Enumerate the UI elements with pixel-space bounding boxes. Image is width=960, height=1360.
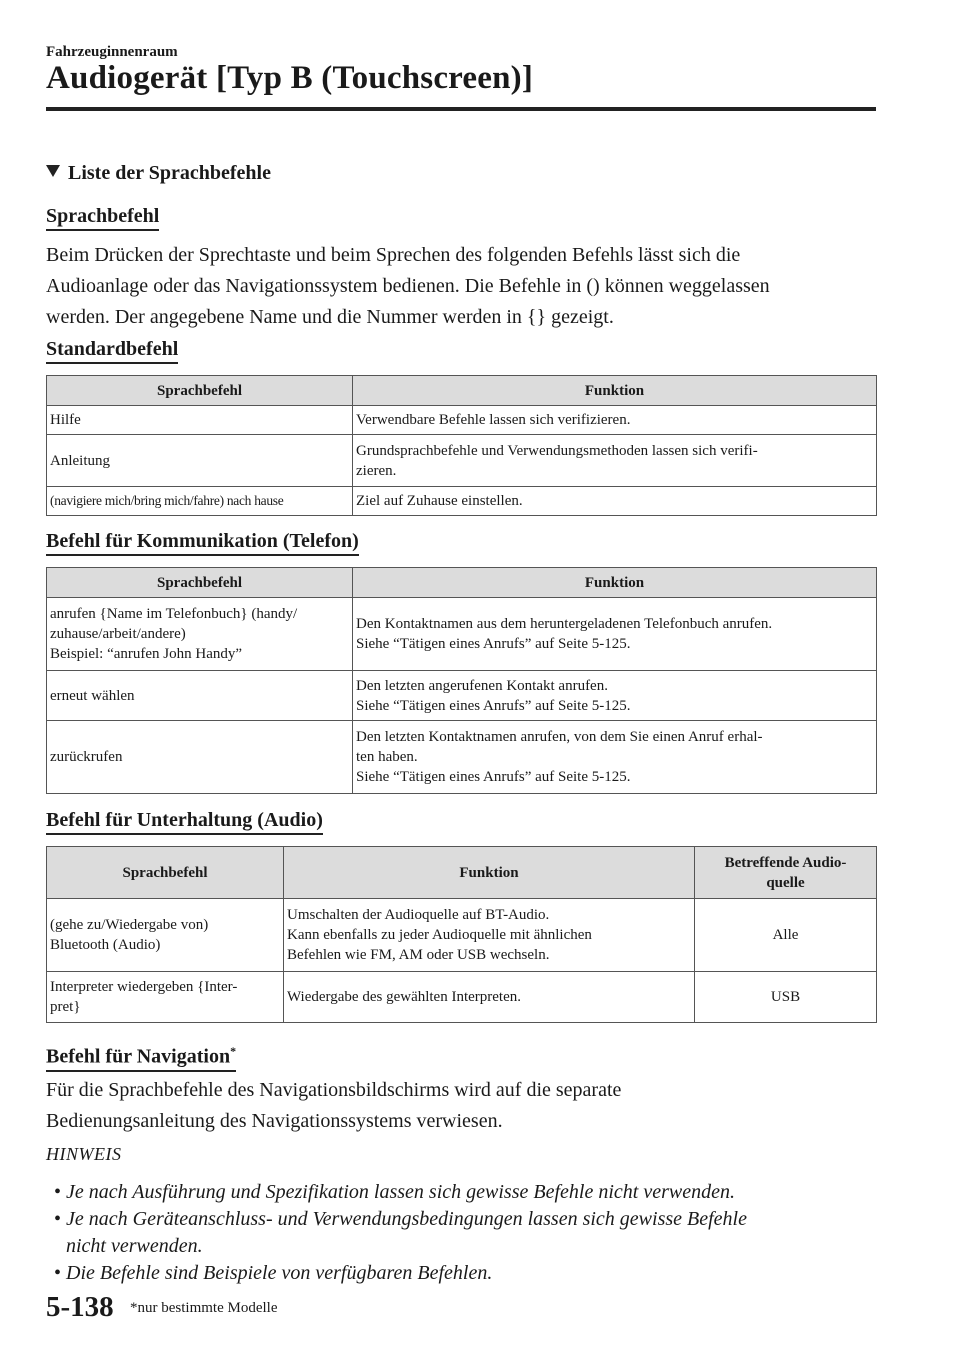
function-cell: Wiedergabe des gewählten Interpreten.: [284, 972, 695, 1023]
standard-heading: Standardbefehl: [46, 338, 178, 364]
list-item: • Die Befehle sind Beispiele von verfügbaren Befehlen.: [46, 1260, 876, 1287]
table-row: [47, 671, 877, 721]
command-cell: (gehe zu/Wiedergabe von) Bluetooth (Audio): [47, 899, 284, 972]
function-cell: Den letzten Kontaktnamen anrufen, von dem Sie einen Anruf erhal- ten haben. Siehe “Tätigen eines Anrufs” auf Seite 5-125.: [353, 721, 877, 794]
title-divider: [46, 107, 876, 111]
table-row: [47, 435, 877, 487]
table-row: [47, 406, 877, 435]
phone-heading: Befehl für Kommunikation (Telefon): [46, 530, 359, 556]
manual-page: [46, 0, 876, 1360]
intro-paragraph: [46, 240, 876, 333]
function-cell: Den letzten angerufenen Kontakt anrufen. Siehe “Tätigen eines Anrufs” auf Seite 5-125.: [353, 671, 877, 721]
topic-heading-text: Liste der Sprachbefehle: [68, 162, 271, 184]
function-cell: Grundsprachbefehle und Verwendungsmethoden lassen sich verifi- zieren.: [353, 435, 877, 487]
navigation-line: Bedienungsanleitung des Navigationssystems verwiesen.: [46, 1110, 503, 1132]
table-header-row: [47, 847, 877, 899]
command-cell: erneut wählen: [47, 671, 353, 721]
phone-command-table: [46, 567, 877, 794]
hinweis-list: [46, 1179, 876, 1287]
standard-command-table: [46, 375, 877, 516]
table-row: [47, 972, 877, 1023]
hinweis-label: HINWEIS: [46, 1144, 122, 1164]
navigation-heading-text: Befehl für Navigation: [46, 1045, 231, 1068]
column-header: Sprachbefehl: [47, 568, 353, 598]
audio-command-table: [46, 846, 877, 1023]
table-header-row: [47, 568, 877, 598]
section-label: Fahrzeuginnenraum: [46, 44, 178, 60]
table-row: [47, 487, 877, 516]
page-title: Audiogerät [Typ B (Touchscreen)]: [46, 60, 534, 96]
function-cell: Den Kontaktnamen aus dem heruntergeladenen Telefonbuch anrufen. Siehe “Tätigen eines Anrufs” auf Seite 5-125.: [353, 598, 877, 671]
source-cell: Alle: [695, 899, 877, 972]
source-cell: USB: [695, 972, 877, 1023]
table-row: [47, 598, 877, 671]
function-cell: Umschalten der Audioquelle auf BT-Audio. Kann ebenfalls zu jeder Audioquelle mit ähnlichen Befehlen wie FM, AM oder USB wechseln.: [284, 899, 695, 972]
list-item: • Je nach Ausführung und Spezifikation lassen sich gewisse Befehle nicht verwenden.: [46, 1179, 876, 1206]
column-header: Funktion: [284, 847, 695, 899]
footnote: *nur bestimmte Modelle: [130, 1300, 278, 1316]
column-header: Sprachbefehl: [47, 376, 353, 406]
audio-heading: Befehl für Unterhaltung (Audio): [46, 809, 323, 835]
navigation-paragraph: [46, 1075, 876, 1137]
column-header: Betreffende Audio- quelle: [695, 847, 877, 899]
command-cell: Hilfe: [47, 406, 353, 435]
bullet-icon: •: [54, 1208, 62, 1230]
list-item: • Je nach Geräteanschluss- und Verwendungsbedingungen lassen sich gewisse Befehle nicht verwenden.: [54, 1208, 747, 1257]
command-cell: (navigiere mich/bring mich/fahre) nach hause: [47, 487, 353, 516]
intro-line: Audioanlage oder das Navigationssystem bedienen. Die Befehle in () können weggelassen: [46, 275, 770, 297]
footnote-asterisk: *: [230, 1044, 237, 1058]
bullet-icon: •: [54, 1181, 62, 1203]
table-row: [47, 899, 877, 972]
intro-heading: Sprachbefehl: [46, 205, 159, 231]
column-header: Funktion: [353, 568, 877, 598]
function-cell: Ziel auf Zuhause einstellen.: [353, 487, 877, 516]
function-cell: Verwendbare Befehle lassen sich verifizieren.: [353, 406, 877, 435]
column-header: Sprachbefehl: [47, 847, 284, 899]
intro-line: Beim Drücken der Sprechtaste und beim Sprechen des folgenden Befehls lässt sich die: [46, 244, 741, 266]
navigation-line: Für die Sprachbefehle des Navigationsbildschirms wird auf die separate: [46, 1079, 622, 1101]
table-header-row: [47, 376, 877, 406]
command-cell: zurückrufen: [47, 721, 353, 794]
command-cell: Anleitung: [47, 435, 353, 487]
bullet-icon: •: [54, 1262, 62, 1284]
page-number: 5-138: [46, 1291, 114, 1323]
triangle-down-icon: [46, 165, 60, 177]
column-header: Funktion: [353, 376, 877, 406]
table-row: [47, 721, 877, 794]
command-cell: Interpreter wiedergeben {Inter- pret}: [47, 972, 284, 1023]
command-cell: anrufen {Name im Telefonbuch} (handy/ zuhause/arbeit/andere) Beispiel: “anrufen John Handy”: [47, 598, 353, 671]
topic-heading: [46, 162, 271, 185]
navigation-heading: [46, 1040, 236, 1072]
intro-line: werden. Der angegebene Name und die Nummer werden in {} gezeigt.: [46, 306, 614, 328]
